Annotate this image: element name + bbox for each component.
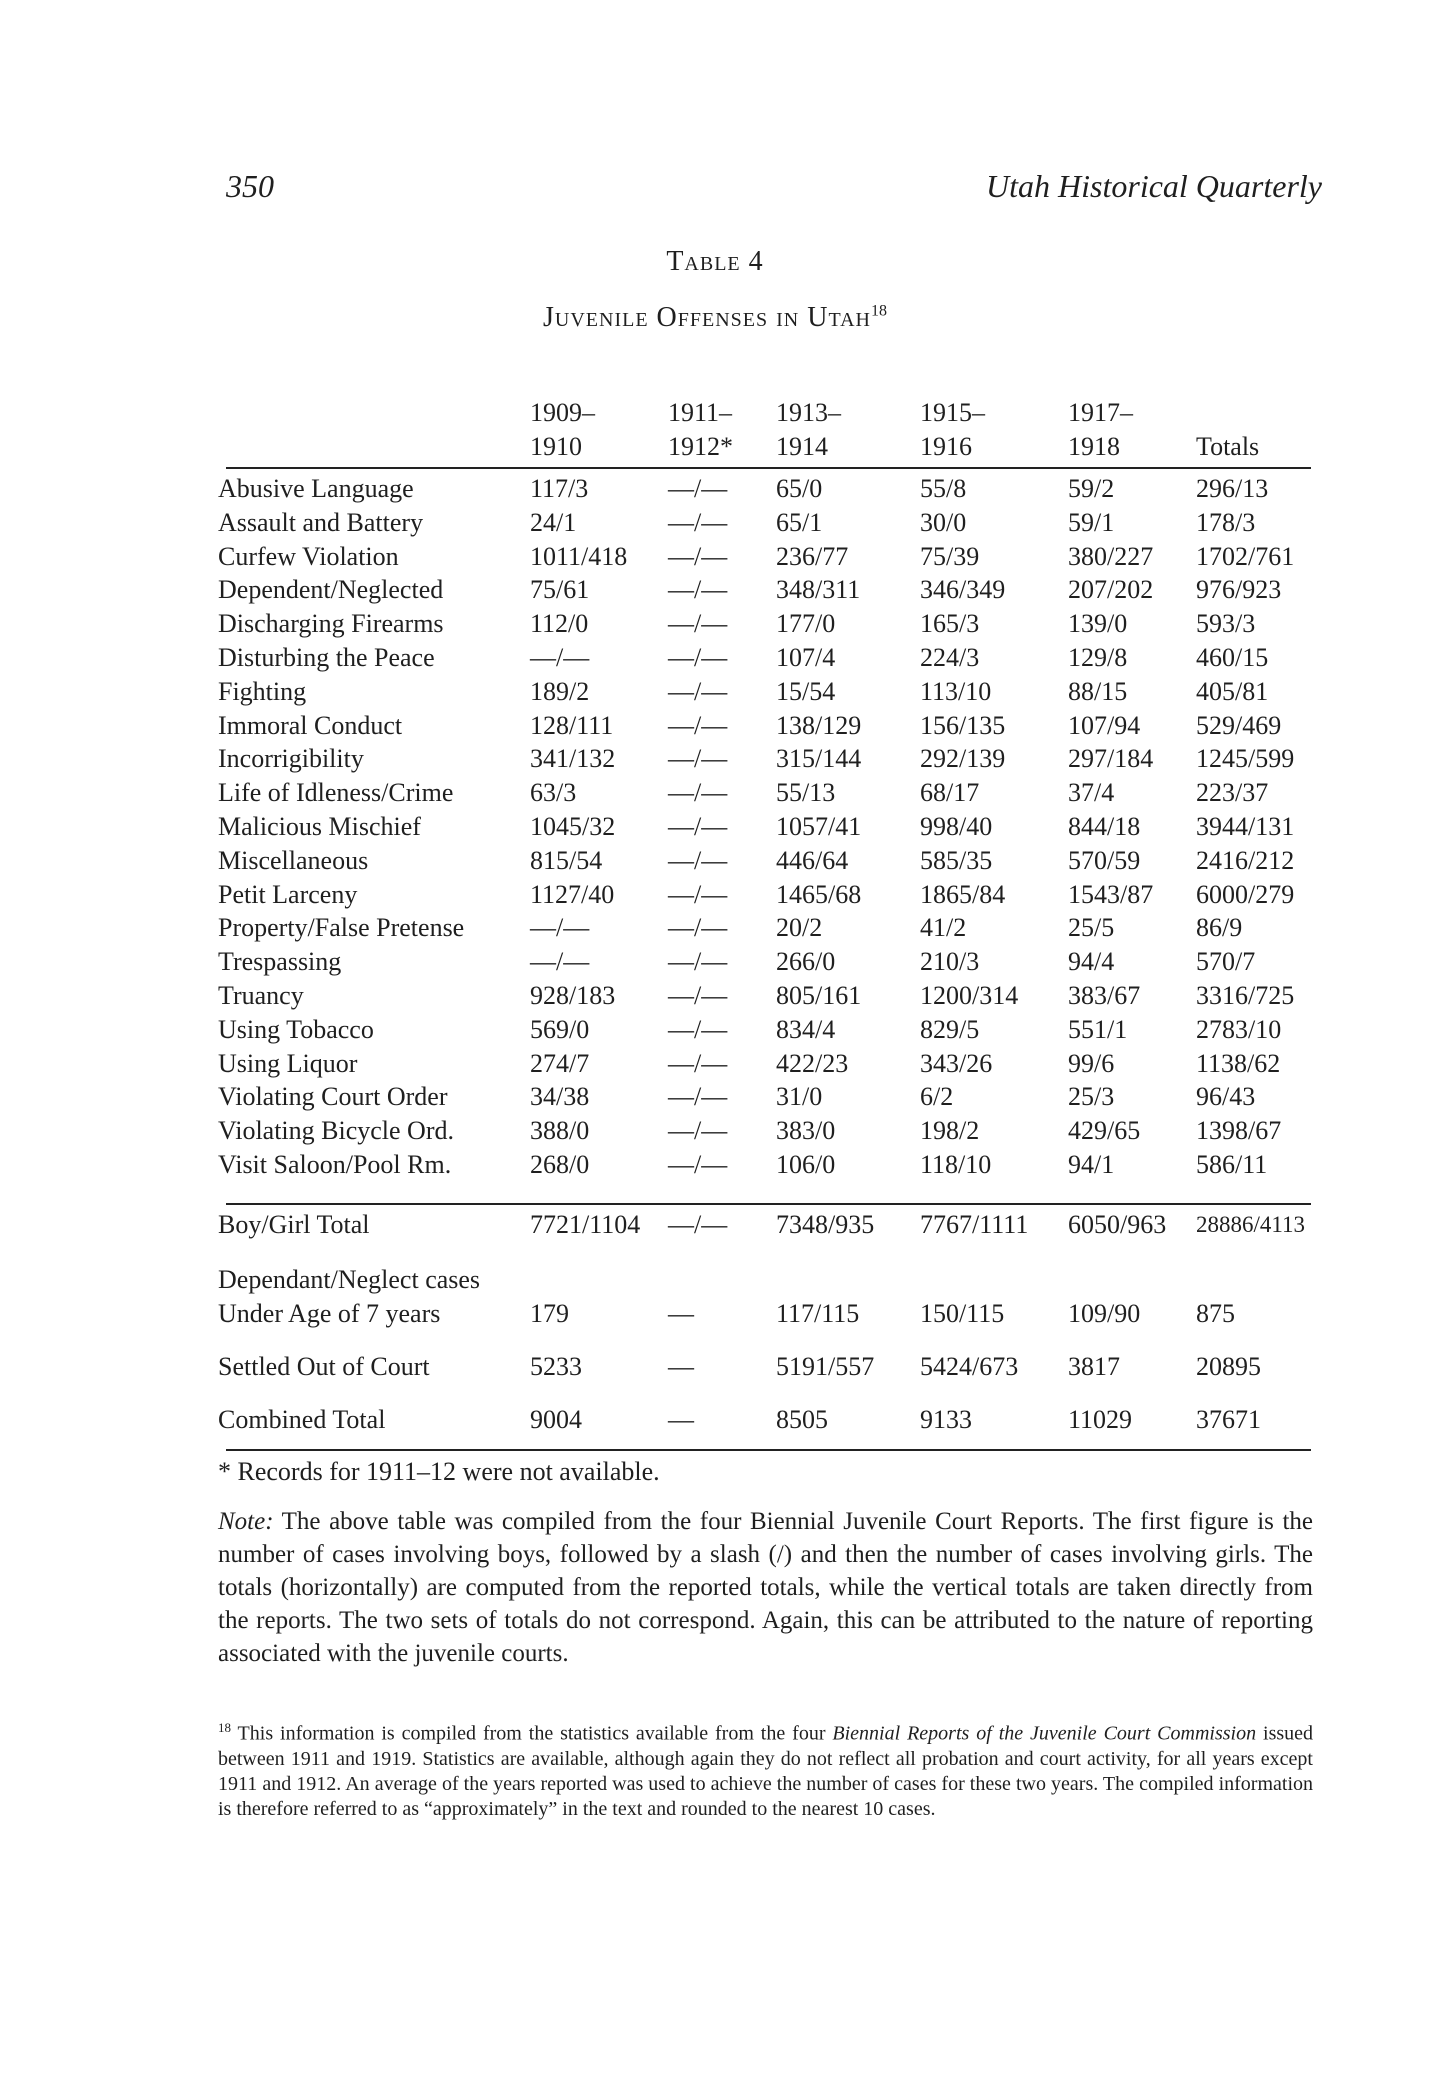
table-cell: 405/81: [1196, 676, 1269, 706]
table-cell: 107/4: [776, 643, 836, 672]
table-cell: —/—: [668, 609, 728, 639]
table-cell: 156/135: [920, 710, 1006, 740]
table-cell: —/—: [668, 1048, 728, 1078]
boy_girl_total-cell: 7348/935: [776, 1210, 875, 1239]
column-header-line2: 1916: [920, 432, 972, 461]
settled-cell: —: [668, 1352, 694, 1381]
column-header-line2: 1914: [776, 432, 828, 461]
journal-title: Utah Historical Quarterly: [986, 168, 1322, 204]
table-cell: 128/111: [530, 710, 614, 740]
table-cell: 346/349: [920, 575, 1006, 605]
dependant-cell: 117/115: [776, 1299, 860, 1328]
table-cell: 223/37: [1196, 778, 1269, 808]
table-subtitle: [0, 302, 1430, 334]
row-label: Using Liquor: [218, 1048, 358, 1078]
table-cell: 106/0: [776, 1150, 836, 1179]
settled-cell: 20895: [1196, 1352, 1261, 1381]
table-cell: 297/184: [1068, 744, 1154, 774]
table-cell: —/—: [668, 1150, 728, 1179]
table-cell: 65/1: [776, 507, 823, 537]
table-cell: —/—: [668, 981, 728, 1010]
table-cell: 68/17: [920, 778, 980, 808]
table-cell: —/—: [668, 643, 728, 672]
table-cell: 805/161: [776, 981, 862, 1010]
boy_girl_total-cell: 7721/1104: [530, 1210, 641, 1239]
dependant-cell: —: [668, 1299, 694, 1328]
table-cell: 3316/725: [1196, 981, 1295, 1010]
row-label: Abusive Language: [218, 474, 414, 503]
column-header-line2: 1912*: [668, 432, 733, 461]
bottom-rule: [226, 1449, 1311, 1451]
table-cell: 570/7: [1196, 947, 1256, 977]
footnote-text-before: This information is compiled from the statistics available from the four: [231, 1722, 833, 1745]
column-header-line2: Totals: [1196, 432, 1260, 461]
table-cell: —/—: [668, 575, 728, 605]
table-cell: 2416/212: [1196, 845, 1295, 875]
table-cell: 55/13: [776, 778, 836, 808]
column-header-line1: 1915–: [920, 398, 985, 427]
table-cell: —/—: [668, 744, 728, 774]
table-note: [218, 1505, 1313, 1670]
table-cell: —/—: [668, 1014, 728, 1044]
footnote-text-after: issued between 1911 and 1919. Statistics are available, although again they do not reflect all probation and court activity, for all years except 1911 and 1912. An average of the years reported was used to achieve the number of cases for these two years. The compiled information is therefore referred to as “approximately” in the text and rounded to the nearest 10 cases.: [218, 1722, 1314, 1820]
table-cell: —/—: [668, 474, 728, 503]
table-cell: 998/40: [920, 812, 993, 841]
table-cell: 446/64: [776, 845, 849, 875]
row-label: Disturbing the Peace: [218, 643, 435, 672]
boy_girl_total-cell: 6050/963: [1068, 1210, 1167, 1239]
table-cell: —/—: [668, 947, 728, 977]
settled-cell: 5191/557: [776, 1352, 875, 1381]
table-cell: 429/65: [1068, 1116, 1141, 1146]
dependant-cell: 150/115: [920, 1299, 1005, 1328]
table-cell: 976/923: [1196, 575, 1282, 605]
table-cell: 189/2: [530, 676, 590, 706]
table-cell: —/—: [668, 845, 728, 875]
table-cell: 207/202: [1068, 575, 1154, 605]
table-cell: 834/4: [776, 1014, 836, 1044]
table-cell: 586/11: [1196, 1150, 1268, 1179]
table-cell: 1057/41: [776, 812, 862, 841]
table-cell: —/—: [530, 947, 590, 977]
column-header-line1: 1911–: [668, 398, 733, 427]
table-cell: 388/0: [530, 1116, 590, 1146]
table-cell: —/—: [668, 507, 728, 537]
table-cell: 1398/67: [1196, 1116, 1282, 1146]
table-cell: 1543/87: [1068, 879, 1154, 909]
row-label: Truancy: [218, 981, 304, 1010]
table-cell: 112/0: [530, 609, 589, 639]
table-cell: —/—: [668, 541, 728, 571]
table-cell: 96/43: [1196, 1082, 1256, 1112]
settled-cell: 3817: [1068, 1352, 1120, 1381]
combined-cell: —: [668, 1405, 694, 1434]
footnote-number: 18: [218, 1720, 231, 1735]
table-cell: 117/3: [530, 474, 589, 503]
table-cell: —/—: [668, 812, 728, 841]
row-label: Fighting: [218, 676, 307, 706]
table-cell: 1011/418: [530, 541, 628, 571]
table-cell: 274/7: [530, 1048, 590, 1078]
row-label: Assault and Battery: [218, 507, 424, 537]
table-cell: 315/144: [776, 744, 862, 774]
table-cell: —/—: [668, 879, 728, 909]
row-label: Violating Court Order: [218, 1082, 448, 1112]
column-header-line1: 1913–: [776, 398, 841, 427]
table-cell: 266/0: [776, 947, 836, 977]
table-cell: 139/0: [1068, 609, 1128, 639]
table-cell: 383/67: [1068, 981, 1141, 1010]
table-cell: —/—: [668, 710, 728, 740]
settled-cell: 5233: [530, 1352, 582, 1381]
table-cell: 1245/599: [1196, 744, 1295, 774]
boy_girl_total-cell: 7767/1111: [920, 1210, 1029, 1239]
table-cell: 25/5: [1068, 913, 1115, 943]
table-cell: 1045/32: [530, 812, 616, 841]
table-cell: 296/13: [1196, 474, 1269, 503]
table-cell: 236/77: [776, 541, 849, 571]
footnote-italic-title: Biennial Reports of the Juvenile Court Commission: [832, 1722, 1257, 1745]
table-cell: 380/227: [1068, 541, 1154, 571]
row-label: Immoral Conduct: [218, 710, 403, 740]
table-cell: 6/2: [920, 1082, 954, 1112]
row-label: Trespassing: [218, 947, 342, 977]
table-cell: 88/15: [1068, 676, 1128, 706]
table-cell: —/—: [668, 1116, 728, 1146]
table-cell: 86/9: [1196, 913, 1243, 943]
table-cell: 1200/314: [920, 981, 1019, 1010]
note-lead: Note:: [218, 1508, 274, 1535]
table-cell: 210/3: [920, 947, 980, 977]
settled-cell: 5424/673: [920, 1352, 1019, 1381]
combined-label: Combined Total: [218, 1405, 386, 1434]
row-label: Incorrigibility: [218, 744, 364, 774]
table-cell: 113/10: [920, 676, 992, 706]
combined-cell: 37671: [1196, 1405, 1261, 1434]
table-cell: 25/3: [1068, 1082, 1115, 1112]
table-cell: —/—: [668, 778, 728, 808]
table-cell: 224/3: [920, 643, 980, 672]
table-cell: 41/2: [920, 913, 967, 943]
table-cell: 593/3: [1196, 609, 1256, 639]
table-cell: 585/35: [920, 845, 993, 875]
table-cell: 15/54: [776, 676, 836, 706]
table-cell: 65/0: [776, 474, 823, 503]
footnote-18: [218, 1715, 1313, 1822]
row-label: Violating Bicycle Ord.: [218, 1116, 454, 1146]
table-cell: 1138/62: [1196, 1048, 1281, 1078]
table-cell: —/—: [530, 643, 590, 672]
row-label: Miscellaneous: [218, 845, 369, 875]
table-cell: 107/94: [1068, 710, 1141, 740]
table-cell: 59/2: [1068, 474, 1115, 503]
table-cell: 129/8: [1068, 643, 1128, 672]
table-cell: 383/0: [776, 1116, 836, 1146]
row-label: Life of Idleness/Crime: [218, 778, 454, 808]
table-cell: 63/3: [530, 778, 577, 808]
row-label: Malicious Mischief: [218, 812, 421, 841]
table-cell: 94/1: [1068, 1150, 1115, 1179]
table-cell: 570/59: [1068, 845, 1141, 875]
table-cell: 34/38: [530, 1082, 590, 1112]
table-cell: 829/5: [920, 1014, 980, 1044]
table-cell: 55/8: [920, 474, 967, 503]
table-cell: 75/39: [920, 541, 980, 571]
row-label: Petit Larceny: [218, 879, 358, 909]
dependant-label-line1: Dependant/Neglect cases: [218, 1265, 481, 1294]
dependant-cell: 109/90: [1068, 1299, 1141, 1328]
table-cell: —/—: [668, 676, 728, 706]
boy_girl_total-cell: —/—: [668, 1210, 728, 1239]
table-cell: 569/0: [530, 1014, 590, 1044]
table-cell: 1865/84: [920, 879, 1006, 909]
row-label: Discharging Firearms: [218, 609, 444, 639]
row-label: Property/False Pretense: [218, 913, 465, 943]
column-header-line2: 1918: [1068, 432, 1120, 461]
column-header-line1: 1909–: [530, 398, 595, 427]
row-label: Visit Saloon/Pool Rm.: [218, 1150, 452, 1179]
boy_girl_total-cell: 28886/4113: [1196, 1212, 1306, 1237]
table-cell: 341/132: [530, 744, 616, 774]
table-cell: 3944/131: [1196, 812, 1295, 841]
table-cell: 1127/40: [530, 879, 615, 909]
table-cell: 815/54: [530, 845, 603, 875]
page-number: 350: [226, 168, 274, 204]
table-cell: 1465/68: [776, 879, 862, 909]
column-header-line2: 1910: [530, 432, 582, 461]
table-cell: 2783/10: [1196, 1014, 1282, 1044]
table-cell: 292/139: [920, 744, 1006, 774]
table-cell: 343/26: [920, 1048, 993, 1078]
table-cell: 529/469: [1196, 710, 1282, 740]
table-cell: —/—: [668, 913, 728, 943]
row-label: Curfew Violation: [218, 541, 399, 571]
table-cell: 844/18: [1068, 812, 1141, 841]
note-text: The above table was compiled from the four Biennial Juvenile Court Reports. The first figure is the number of cases involving boys, followed by a slash (/) and then the number of cases involving girls. The totals (horizontally) are computed from the reported totals, while the vertical totals are taken directly from the reports. The two sets of totals do not correspond. Again, this can be attributed to the nature of reporting associated with the juvenile courts.: [218, 1508, 1313, 1667]
table-cell: 928/183: [530, 981, 616, 1010]
records-note: * Records for 1911–12 were not available.: [218, 1457, 660, 1486]
combined-cell: 9004: [530, 1405, 582, 1434]
table-cell: 165/3: [920, 609, 980, 639]
table-cell: —/—: [668, 1082, 728, 1112]
table-cell: 20/2: [776, 913, 823, 943]
table-cell: 94/4: [1068, 947, 1115, 977]
row-label: Dependent/Neglected: [218, 575, 444, 605]
combined-cell: 8505: [776, 1405, 828, 1434]
table-cell: 178/3: [1196, 507, 1256, 537]
combined-cell: 9133: [920, 1405, 972, 1434]
dependant-cell: 875: [1196, 1299, 1235, 1328]
table-cell: 24/1: [530, 507, 577, 537]
table-cell: 177/0: [776, 609, 836, 639]
table-cell: 6000/279: [1196, 879, 1295, 909]
table-cell: 198/2: [920, 1116, 980, 1146]
table-cell: 31/0: [776, 1082, 823, 1112]
column-header-line1: 1917–: [1068, 398, 1133, 427]
combined-cell: 11029: [1068, 1405, 1133, 1434]
table-cell: —/—: [530, 913, 590, 943]
table-cell: 460/15: [1196, 643, 1269, 672]
dependant-label: Under Age of 7 years: [218, 1299, 441, 1328]
table-title: Table 4: [666, 246, 764, 277]
row-label: Using Tobacco: [218, 1014, 374, 1044]
table-cell: 1702/761: [1196, 541, 1295, 571]
table-cell: 59/1: [1068, 507, 1115, 537]
table-cell: 422/23: [776, 1048, 849, 1078]
table-cell: 30/0: [920, 507, 967, 537]
table-cell: 551/1: [1068, 1014, 1128, 1044]
table-cell: 138/129: [776, 710, 862, 740]
table-cell: 348/311: [776, 575, 861, 605]
boy_girl_total-label: Boy/Girl Total: [218, 1210, 370, 1239]
settled-label: Settled Out of Court: [218, 1352, 430, 1381]
table-cell: 99/6: [1068, 1048, 1115, 1078]
table-cell: 118/10: [920, 1150, 992, 1179]
table-subtitle-ref: 18: [870, 302, 887, 320]
table-subtitle-text: Juvenile Offenses in Utah: [543, 302, 871, 333]
table-cell: 268/0: [530, 1150, 590, 1179]
dependant-cell: 179: [530, 1299, 569, 1328]
table-cell: 75/61: [530, 575, 590, 605]
totals-rule: [226, 1203, 1311, 1205]
header-rule: [226, 467, 1311, 469]
table-cell: 37/4: [1068, 778, 1115, 808]
